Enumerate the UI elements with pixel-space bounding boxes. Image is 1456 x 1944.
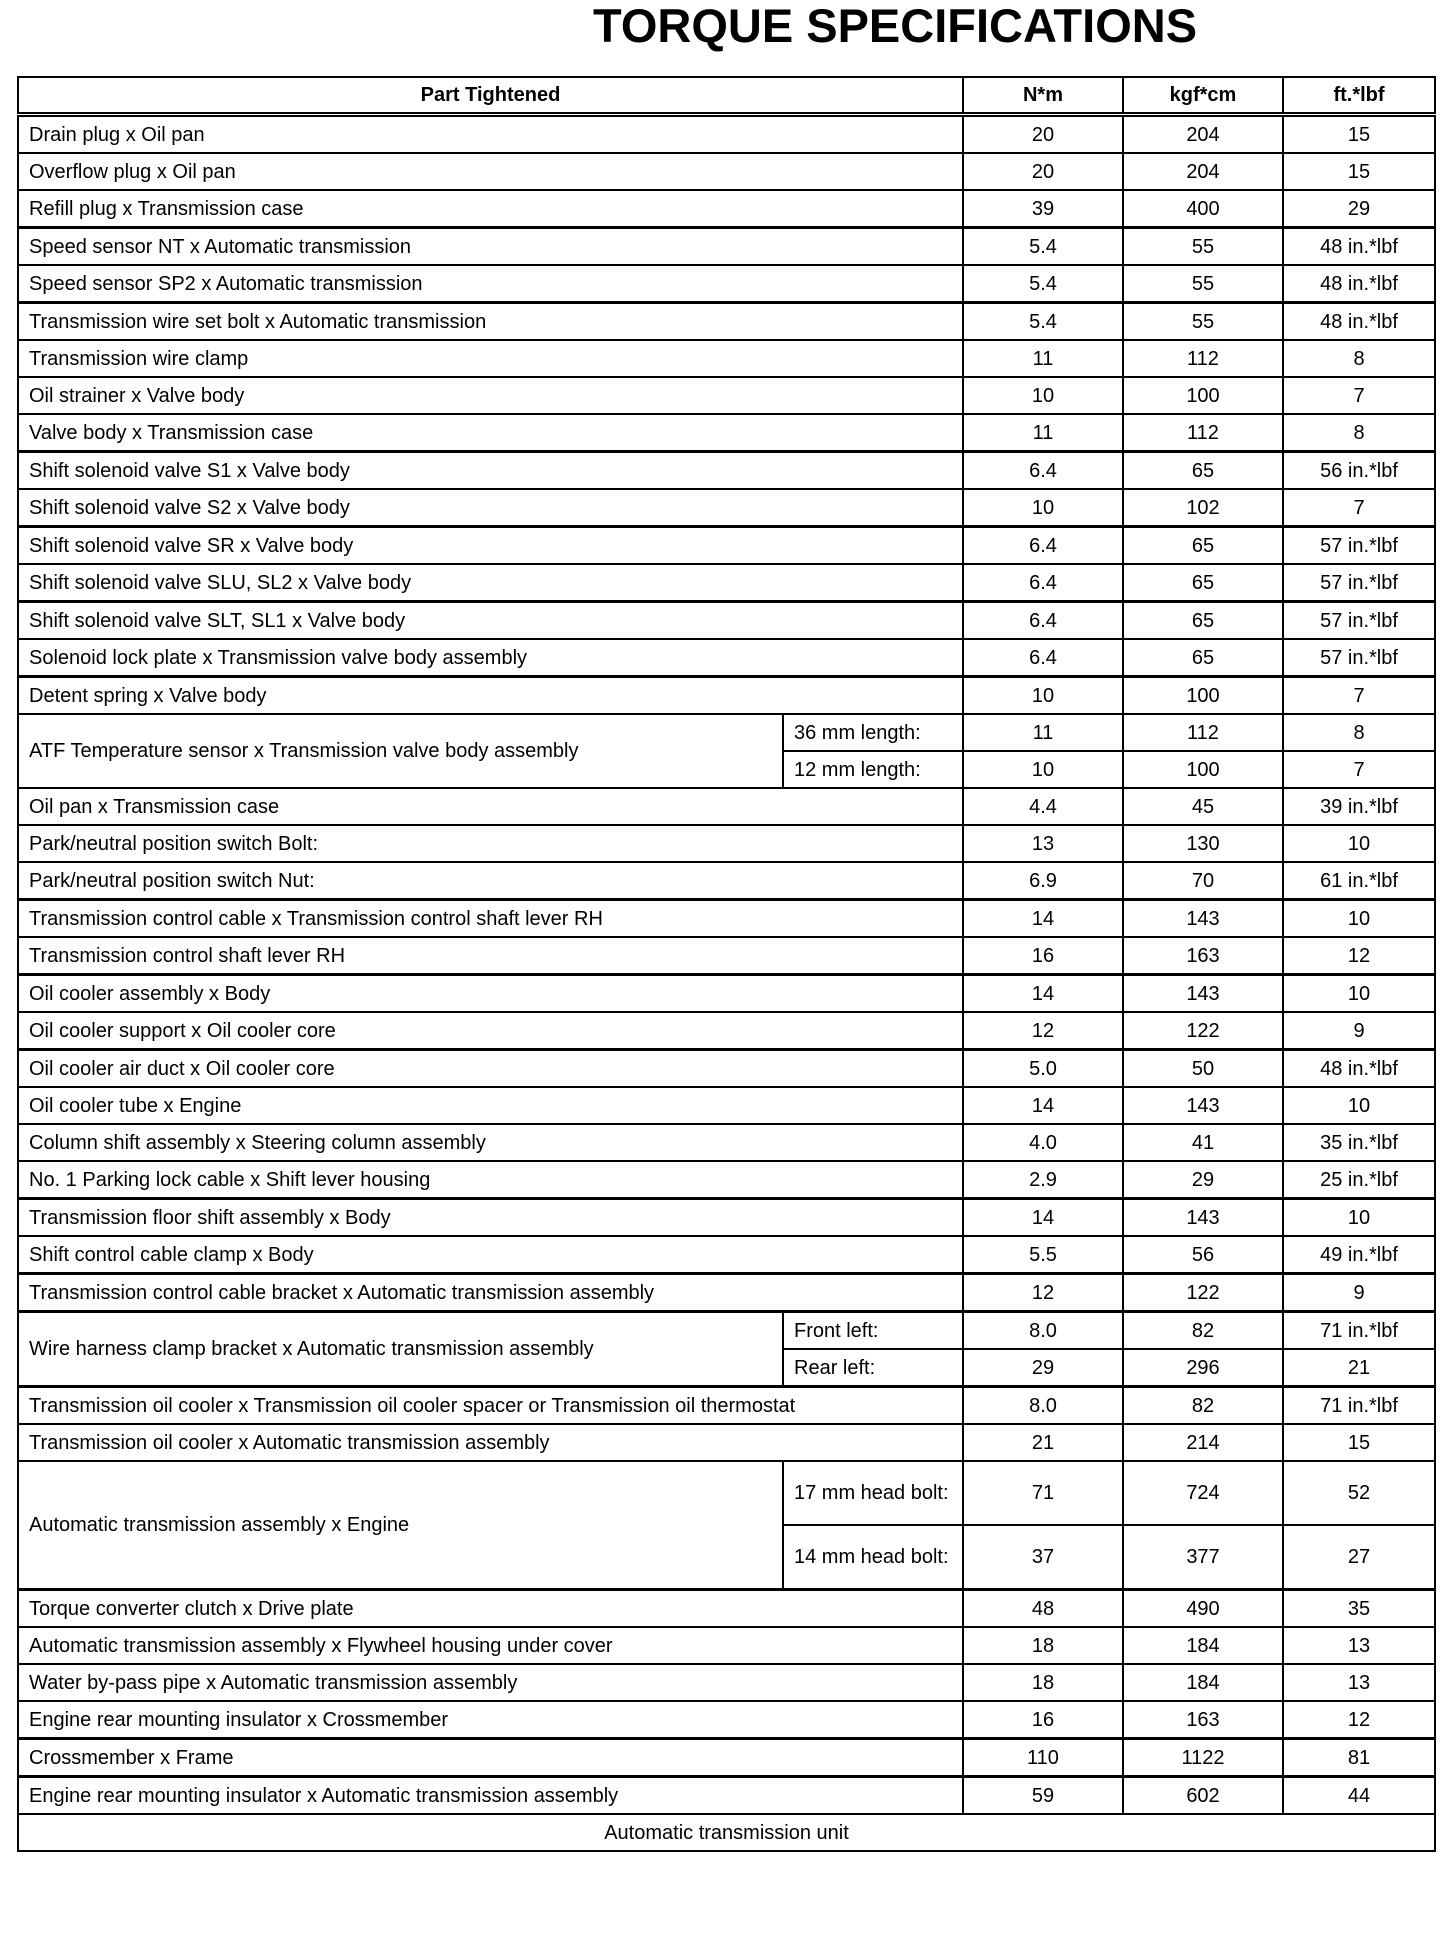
part-name-cell: Transmission oil cooler x Automatic transmission assembly xyxy=(18,1424,963,1461)
nm-value-cell: 16 xyxy=(963,937,1123,975)
table-header-row xyxy=(18,77,1435,115)
part-name-cell: Transmission control shaft lever RH xyxy=(18,937,963,975)
part-name-cell: Water by-pass pipe x Automatic transmission assembly xyxy=(18,1664,963,1701)
kgf-cm-value-cell: 82 xyxy=(1123,1312,1283,1350)
ft-lbf-value-cell: 21 xyxy=(1283,1349,1435,1387)
ft-lbf-value-cell: 25 in.*lbf xyxy=(1283,1161,1435,1199)
ft-lbf-value-cell: 7 xyxy=(1283,489,1435,527)
condition-cell: 36 mm length: xyxy=(783,714,963,751)
part-name-cell: Speed sensor NT x Automatic transmission xyxy=(18,228,963,266)
part-name-cell: Oil cooler air duct x Oil cooler core xyxy=(18,1050,963,1088)
ft-lbf-value-cell: 57 in.*lbf xyxy=(1283,602,1435,640)
part-name-cell: Refill plug x Transmission case xyxy=(18,190,963,228)
ft-lbf-value-cell: 39 in.*lbf xyxy=(1283,788,1435,825)
kgf-cm-value-cell: 45 xyxy=(1123,788,1283,825)
ft-lbf-value-cell: 7 xyxy=(1283,751,1435,788)
nm-value-cell: 29 xyxy=(963,1349,1123,1387)
header-part-tightened: Part Tightened xyxy=(18,77,963,115)
kgf-cm-value-cell: 55 xyxy=(1123,228,1283,266)
part-name-cell: Park/neutral position switch Bolt: xyxy=(18,825,963,862)
nm-value-cell: 16 xyxy=(963,1701,1123,1739)
part-name-cell: Shift solenoid valve SLT, SL1 x Valve body xyxy=(18,602,963,640)
part-name-cell: Transmission control cable x Transmission control shaft lever RH xyxy=(18,900,963,938)
table-row xyxy=(18,564,1435,602)
table-row xyxy=(18,602,1435,640)
part-name-cell: Shift solenoid valve SLU, SL2 x Valve body xyxy=(18,564,963,602)
part-name-cell: Speed sensor SP2 x Automatic transmission xyxy=(18,265,963,303)
page-title: TORQUE SPECIFICATIONS xyxy=(592,0,1198,52)
kgf-cm-value-cell: 490 xyxy=(1123,1590,1283,1628)
nm-value-cell: 4.4 xyxy=(963,788,1123,825)
kgf-cm-value-cell: 56 xyxy=(1123,1236,1283,1274)
ft-lbf-value-cell: 52 xyxy=(1283,1461,1435,1525)
part-name-cell: Solenoid lock plate x Transmission valve body assembly xyxy=(18,639,963,677)
ft-lbf-value-cell: 10 xyxy=(1283,825,1435,862)
table-row xyxy=(18,1664,1435,1701)
torque-spec-table xyxy=(17,76,1436,1852)
part-name-cell: Valve body x Transmission case xyxy=(18,414,963,452)
table-row xyxy=(18,1050,1435,1088)
part-name-cell: Transmission control cable bracket x Automatic transmission assembly xyxy=(18,1274,963,1312)
kgf-cm-value-cell: 214 xyxy=(1123,1424,1283,1461)
kgf-cm-value-cell: 65 xyxy=(1123,452,1283,490)
nm-value-cell: 48 xyxy=(963,1590,1123,1628)
nm-value-cell: 8.0 xyxy=(963,1387,1123,1425)
table-row xyxy=(18,1274,1435,1312)
kgf-cm-value-cell: 724 xyxy=(1123,1461,1283,1525)
nm-value-cell: 5.4 xyxy=(963,228,1123,266)
kgf-cm-value-cell: 143 xyxy=(1123,975,1283,1013)
table-row xyxy=(18,340,1435,377)
nm-value-cell: 14 xyxy=(963,900,1123,938)
kgf-cm-value-cell: 112 xyxy=(1123,414,1283,452)
condition-cell: 12 mm length: xyxy=(783,751,963,788)
kgf-cm-value-cell: 1122 xyxy=(1123,1739,1283,1777)
table-caption: Automatic transmission unit xyxy=(18,1814,1435,1851)
table-row xyxy=(18,1087,1435,1124)
nm-value-cell: 6.4 xyxy=(963,602,1123,640)
ft-lbf-value-cell: 7 xyxy=(1283,377,1435,414)
part-name-cell: Engine rear mounting insulator x Crossmember xyxy=(18,1701,963,1739)
table-row xyxy=(18,1012,1435,1050)
ft-lbf-value-cell: 13 xyxy=(1283,1664,1435,1701)
nm-value-cell: 71 xyxy=(963,1461,1123,1525)
ft-lbf-value-cell: 27 xyxy=(1283,1525,1435,1590)
nm-value-cell: 10 xyxy=(963,489,1123,527)
nm-value-cell: 12 xyxy=(963,1274,1123,1312)
part-name-cell: ATF Temperature sensor x Transmission valve body assembly xyxy=(18,714,783,788)
header-ft-lbf: ft.*lbf xyxy=(1283,77,1435,115)
table-row xyxy=(18,303,1435,341)
table-row xyxy=(18,1739,1435,1777)
kgf-cm-value-cell: 400 xyxy=(1123,190,1283,228)
table-row xyxy=(18,265,1435,303)
part-name-cell: No. 1 Parking lock cable x Shift lever housing xyxy=(18,1161,963,1199)
table-row xyxy=(18,937,1435,975)
kgf-cm-value-cell: 41 xyxy=(1123,1124,1283,1161)
part-name-cell: Transmission floor shift assembly x Body xyxy=(18,1199,963,1237)
ft-lbf-value-cell: 29 xyxy=(1283,190,1435,228)
nm-value-cell: 5.0 xyxy=(963,1050,1123,1088)
table-row xyxy=(18,788,1435,825)
nm-value-cell: 13 xyxy=(963,825,1123,862)
nm-value-cell: 110 xyxy=(963,1739,1123,1777)
ft-lbf-value-cell: 71 in.*lbf xyxy=(1283,1312,1435,1350)
part-name-cell: Park/neutral position switch Nut: xyxy=(18,862,963,900)
kgf-cm-value-cell: 377 xyxy=(1123,1525,1283,1590)
nm-value-cell: 10 xyxy=(963,751,1123,788)
nm-value-cell: 21 xyxy=(963,1424,1123,1461)
nm-value-cell: 12 xyxy=(963,1012,1123,1050)
nm-value-cell: 2.9 xyxy=(963,1161,1123,1199)
kgf-cm-value-cell: 143 xyxy=(1123,900,1283,938)
ft-lbf-value-cell: 9 xyxy=(1283,1274,1435,1312)
kgf-cm-value-cell: 122 xyxy=(1123,1274,1283,1312)
nm-value-cell: 6.9 xyxy=(963,862,1123,900)
ft-lbf-value-cell: 49 in.*lbf xyxy=(1283,1236,1435,1274)
condition-cell: Front left: xyxy=(783,1312,963,1350)
nm-value-cell: 5.4 xyxy=(963,303,1123,341)
nm-value-cell: 5.5 xyxy=(963,1236,1123,1274)
part-name-cell: Oil cooler assembly x Body xyxy=(18,975,963,1013)
kgf-cm-value-cell: 184 xyxy=(1123,1627,1283,1664)
kgf-cm-value-cell: 100 xyxy=(1123,377,1283,414)
part-name-cell: Overflow plug x Oil pan xyxy=(18,153,963,190)
nm-value-cell: 11 xyxy=(963,714,1123,751)
table-row xyxy=(18,1199,1435,1237)
kgf-cm-value-cell: 29 xyxy=(1123,1161,1283,1199)
table-footer-row xyxy=(18,1814,1435,1851)
ft-lbf-value-cell: 48 in.*lbf xyxy=(1283,228,1435,266)
kgf-cm-value-cell: 122 xyxy=(1123,1012,1283,1050)
part-name-cell: Torque converter clutch x Drive plate xyxy=(18,1590,963,1628)
nm-value-cell: 14 xyxy=(963,975,1123,1013)
table-row xyxy=(18,862,1435,900)
table-row xyxy=(18,1424,1435,1461)
table-row xyxy=(18,1236,1435,1274)
part-name-cell: Column shift assembly x Steering column assembly xyxy=(18,1124,963,1161)
table-row xyxy=(18,452,1435,490)
kgf-cm-value-cell: 602 xyxy=(1123,1777,1283,1815)
table-row xyxy=(18,414,1435,452)
ft-lbf-value-cell: 7 xyxy=(1283,677,1435,715)
kgf-cm-value-cell: 55 xyxy=(1123,265,1283,303)
ft-lbf-value-cell: 57 in.*lbf xyxy=(1283,639,1435,677)
ft-lbf-value-cell: 35 in.*lbf xyxy=(1283,1124,1435,1161)
part-name-cell: Drain plug x Oil pan xyxy=(18,115,963,154)
ft-lbf-value-cell: 8 xyxy=(1283,414,1435,452)
nm-value-cell: 14 xyxy=(963,1087,1123,1124)
nm-value-cell: 39 xyxy=(963,190,1123,228)
part-name-cell: Automatic transmission assembly x Flywheel housing under cover xyxy=(18,1627,963,1664)
table-row xyxy=(18,115,1435,154)
table-row xyxy=(18,153,1435,190)
header-nm: N*m xyxy=(963,77,1123,115)
table-row xyxy=(18,1387,1435,1425)
nm-value-cell: 11 xyxy=(963,340,1123,377)
kgf-cm-value-cell: 70 xyxy=(1123,862,1283,900)
nm-value-cell: 8.0 xyxy=(963,1312,1123,1350)
table-row xyxy=(18,639,1435,677)
part-name-cell: Oil cooler tube x Engine xyxy=(18,1087,963,1124)
nm-value-cell: 6.4 xyxy=(963,527,1123,565)
part-name-cell: Oil pan x Transmission case xyxy=(18,788,963,825)
ft-lbf-value-cell: 48 in.*lbf xyxy=(1283,303,1435,341)
table-row xyxy=(18,489,1435,527)
ft-lbf-value-cell: 35 xyxy=(1283,1590,1435,1628)
kgf-cm-value-cell: 184 xyxy=(1123,1664,1283,1701)
condition-cell: 17 mm head bolt: xyxy=(783,1461,963,1525)
nm-value-cell: 5.4 xyxy=(963,265,1123,303)
ft-lbf-value-cell: 10 xyxy=(1283,900,1435,938)
table-row xyxy=(18,975,1435,1013)
part-name-cell: Wire harness clamp bracket x Automatic transmission assembly xyxy=(18,1312,783,1387)
kgf-cm-value-cell: 143 xyxy=(1123,1199,1283,1237)
ft-lbf-value-cell: 10 xyxy=(1283,1199,1435,1237)
kgf-cm-value-cell: 204 xyxy=(1123,153,1283,190)
part-name-cell: Shift solenoid valve SR x Valve body xyxy=(18,527,963,565)
table-row xyxy=(18,1461,1435,1525)
ft-lbf-value-cell: 15 xyxy=(1283,115,1435,154)
nm-value-cell: 18 xyxy=(963,1664,1123,1701)
ft-lbf-value-cell: 44 xyxy=(1283,1777,1435,1815)
nm-value-cell: 37 xyxy=(963,1525,1123,1590)
nm-value-cell: 59 xyxy=(963,1777,1123,1815)
ft-lbf-value-cell: 12 xyxy=(1283,937,1435,975)
condition-cell: 14 mm head bolt: xyxy=(783,1525,963,1590)
ft-lbf-value-cell: 56 in.*lbf xyxy=(1283,452,1435,490)
table-row xyxy=(18,1124,1435,1161)
nm-value-cell: 10 xyxy=(963,377,1123,414)
part-name-cell: Shift control cable clamp x Body xyxy=(18,1236,963,1274)
ft-lbf-value-cell: 10 xyxy=(1283,975,1435,1013)
kgf-cm-value-cell: 296 xyxy=(1123,1349,1283,1387)
nm-value-cell: 18 xyxy=(963,1627,1123,1664)
ft-lbf-value-cell: 12 xyxy=(1283,1701,1435,1739)
nm-value-cell: 10 xyxy=(963,677,1123,715)
nm-value-cell: 4.0 xyxy=(963,1124,1123,1161)
part-name-cell: Transmission oil cooler x Transmission oil cooler spacer or Transmission oil thermostat xyxy=(18,1387,963,1425)
condition-cell: Rear left: xyxy=(783,1349,963,1387)
ft-lbf-value-cell: 9 xyxy=(1283,1012,1435,1050)
table-row xyxy=(18,1777,1435,1815)
table-row xyxy=(18,1161,1435,1199)
kgf-cm-value-cell: 100 xyxy=(1123,751,1283,788)
ft-lbf-value-cell: 8 xyxy=(1283,340,1435,377)
kgf-cm-value-cell: 143 xyxy=(1123,1087,1283,1124)
nm-value-cell: 11 xyxy=(963,414,1123,452)
table-row xyxy=(18,190,1435,228)
table-row xyxy=(18,1590,1435,1628)
ft-lbf-value-cell: 48 in.*lbf xyxy=(1283,265,1435,303)
ft-lbf-value-cell: 8 xyxy=(1283,714,1435,751)
kgf-cm-value-cell: 65 xyxy=(1123,527,1283,565)
ft-lbf-value-cell: 57 in.*lbf xyxy=(1283,527,1435,565)
table-row xyxy=(18,1312,1435,1350)
table-body xyxy=(18,115,1435,1815)
nm-value-cell: 6.4 xyxy=(963,564,1123,602)
ft-lbf-value-cell: 57 in.*lbf xyxy=(1283,564,1435,602)
kgf-cm-value-cell: 204 xyxy=(1123,115,1283,154)
kgf-cm-value-cell: 65 xyxy=(1123,564,1283,602)
kgf-cm-value-cell: 102 xyxy=(1123,489,1283,527)
table-row xyxy=(18,900,1435,938)
table-row xyxy=(18,677,1435,715)
nm-value-cell: 6.4 xyxy=(963,639,1123,677)
ft-lbf-value-cell: 61 in.*lbf xyxy=(1283,862,1435,900)
ft-lbf-value-cell: 15 xyxy=(1283,153,1435,190)
ft-lbf-value-cell: 15 xyxy=(1283,1424,1435,1461)
table-row xyxy=(18,714,1435,751)
ft-lbf-value-cell: 81 xyxy=(1283,1739,1435,1777)
nm-value-cell: 20 xyxy=(963,153,1123,190)
nm-value-cell: 20 xyxy=(963,115,1123,154)
nm-value-cell: 6.4 xyxy=(963,452,1123,490)
kgf-cm-value-cell: 50 xyxy=(1123,1050,1283,1088)
part-name-cell: Shift solenoid valve S2 x Valve body xyxy=(18,489,963,527)
kgf-cm-value-cell: 100 xyxy=(1123,677,1283,715)
ft-lbf-value-cell: 13 xyxy=(1283,1627,1435,1664)
part-name-cell: Oil strainer x Valve body xyxy=(18,377,963,414)
kgf-cm-value-cell: 55 xyxy=(1123,303,1283,341)
kgf-cm-value-cell: 65 xyxy=(1123,639,1283,677)
table-row xyxy=(18,377,1435,414)
ft-lbf-value-cell: 10 xyxy=(1283,1087,1435,1124)
table-row xyxy=(18,228,1435,266)
part-name-cell: Engine rear mounting insulator x Automatic transmission assembly xyxy=(18,1777,963,1815)
nm-value-cell: 14 xyxy=(963,1199,1123,1237)
part-name-cell: Automatic transmission assembly x Engine xyxy=(18,1461,783,1590)
part-name-cell: Transmission wire set bolt x Automatic transmission xyxy=(18,303,963,341)
kgf-cm-value-cell: 130 xyxy=(1123,825,1283,862)
kgf-cm-value-cell: 65 xyxy=(1123,602,1283,640)
table-row xyxy=(18,825,1435,862)
part-name-cell: Transmission wire clamp xyxy=(18,340,963,377)
ft-lbf-value-cell: 71 in.*lbf xyxy=(1283,1387,1435,1425)
part-name-cell: Crossmember x Frame xyxy=(18,1739,963,1777)
kgf-cm-value-cell: 163 xyxy=(1123,1701,1283,1739)
part-name-cell: Detent spring x Valve body xyxy=(18,677,963,715)
table-row xyxy=(18,1701,1435,1739)
kgf-cm-value-cell: 112 xyxy=(1123,340,1283,377)
kgf-cm-value-cell: 112 xyxy=(1123,714,1283,751)
kgf-cm-value-cell: 82 xyxy=(1123,1387,1283,1425)
part-name-cell: Shift solenoid valve S1 x Valve body xyxy=(18,452,963,490)
header-kgf-cm: kgf*cm xyxy=(1123,77,1283,115)
ft-lbf-value-cell: 48 in.*lbf xyxy=(1283,1050,1435,1088)
table-row xyxy=(18,1627,1435,1664)
table-row xyxy=(18,527,1435,565)
part-name-cell: Oil cooler support x Oil cooler core xyxy=(18,1012,963,1050)
kgf-cm-value-cell: 163 xyxy=(1123,937,1283,975)
